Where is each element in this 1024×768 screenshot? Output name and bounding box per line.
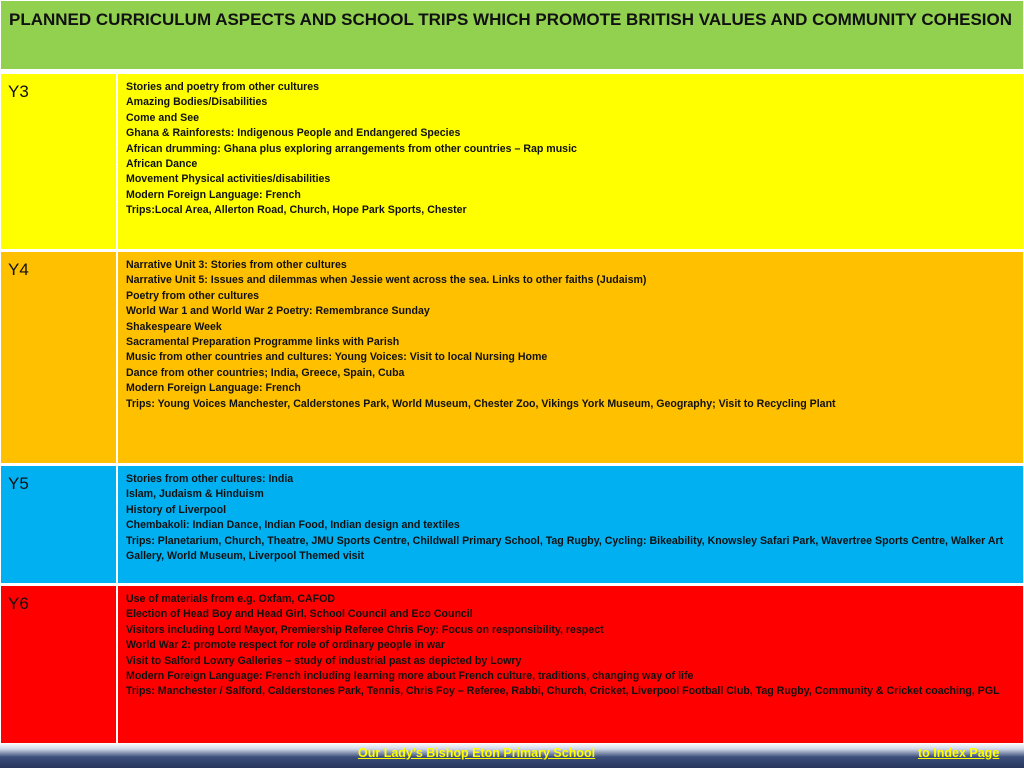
list-item: Visitors including Lord Mayor, Premiership Referee Chris Foy: Focus on responsibility, respect — [126, 623, 604, 636]
year-content — [118, 466, 1023, 583]
list-item: Election of Head Boy and Head Girl, School Council and Eco Council — [126, 608, 473, 621]
footer-bar — [0, 743, 1024, 768]
list-item: Dance from other countries; India, Greece, Spain, Cuba — [126, 366, 405, 379]
year-label: Y5 — [1, 466, 118, 583]
year-content — [118, 586, 1023, 743]
list-item: History of Liverpool — [126, 503, 227, 516]
year-label: Y6 — [1, 586, 118, 743]
list-item: Sacramental Preparation Programme links with Parish — [126, 336, 400, 349]
list-item: Visit to Salford Lowry Galleries – study of industrial past as depicted by Lowry — [126, 654, 522, 667]
list-item: Come and See — [126, 111, 200, 124]
list-item: Ghana & Rainforests: Indigenous People and Endangered Species — [126, 127, 461, 140]
list-item: African drumming: Ghana plus exploring arrangements from other countries – Rap music — [126, 142, 577, 155]
list-item: World War 2: promote respect for role of ordinary people in war — [126, 639, 446, 652]
list-item: Narrative Unit 5: Issues and dilemmas when Jessie went across the sea. Links to other faiths (Judaism) — [126, 274, 647, 287]
list-item: Trips:Local Area, Allerton Road, Church, Hope Park Sports, Chester — [126, 204, 467, 217]
page-title: PLANNED CURRICULUM ASPECTS AND SCHOOL TRIPS WHICH PROMOTE BRITISH VALUES AND COMMUNITY COHESION — [1, 1, 1023, 69]
list-item: Stories from other cultures: India — [126, 473, 294, 485]
list-item: Modern Foreign Language: French — [126, 188, 301, 201]
list-item: World War 1 and World War 2 Poetry: Remembrance Sunday — [126, 305, 430, 318]
year-label: Y4 — [1, 252, 118, 463]
list-item: Music from other countries and cultures: Young Voices: Visit to local Nursing Home — [126, 351, 548, 364]
list-item: Poetry from other cultures — [126, 289, 260, 302]
list-item: Trips: Young Voices Manchester, Calderstones Park, World Museum, Chester Zoo, Vikings York Museum, Geography; Visit to Recycling Plant — [126, 397, 836, 410]
index-page-link[interactable]: to Index Page — [918, 746, 1000, 760]
school-link[interactable]: Our Lady’s Bishop Eton Primary School — [358, 746, 596, 760]
list-item: Chembakoli: Indian Dance, Indian Food, Indian design and textiles — [126, 519, 460, 532]
year-row-y4 — [1, 249, 1023, 463]
list-item: Modern Foreign Language: French — [126, 382, 301, 395]
list-item: African Dance — [126, 158, 198, 171]
list-item: Use of materials from e.g. Oxfam, CAFOD — [126, 593, 335, 605]
year-content — [118, 252, 1023, 463]
list-item: Stories and poetry from other cultures — [126, 81, 320, 93]
list-item: Trips: Planetarium, Church, Theatre, JMU Sports Centre, Childwall Primary School, Tag Rugby, Cycling: Bikeability, Knowsley Safari Park, Wavertree Sports Centre, Walker Art Gallery, World Museum, Liverpool Themed visit — [126, 534, 1004, 563]
list-item: Modern Foreign Language: French including learning more about French culture, traditions, changing way of life — [126, 670, 694, 683]
list-item: Narrative Unit 3: Stories from other cultures — [126, 259, 347, 271]
list-item: Islam, Judaism & Hinduism — [126, 488, 264, 501]
list-item: Movement Physical activities/disabilities — [126, 173, 331, 186]
list-item: Trips: Manchester / Salford, Calderstones Park, Tennis, Chris Foy – Referee, Rabbi, Church, Cricket, Liverpool Football Club, Tag Rugby, Community & Cricket coaching, PGL — [126, 685, 1000, 698]
year-row-y3 — [1, 71, 1023, 249]
year-row-y5 — [1, 463, 1023, 583]
list-item: Amazing Bodies/Disabilities — [126, 96, 268, 109]
list-item: Shakespeare Week — [126, 320, 222, 333]
year-label: Y3 — [1, 74, 118, 249]
year-content — [118, 74, 1023, 249]
year-row-y6 — [1, 583, 1023, 743]
